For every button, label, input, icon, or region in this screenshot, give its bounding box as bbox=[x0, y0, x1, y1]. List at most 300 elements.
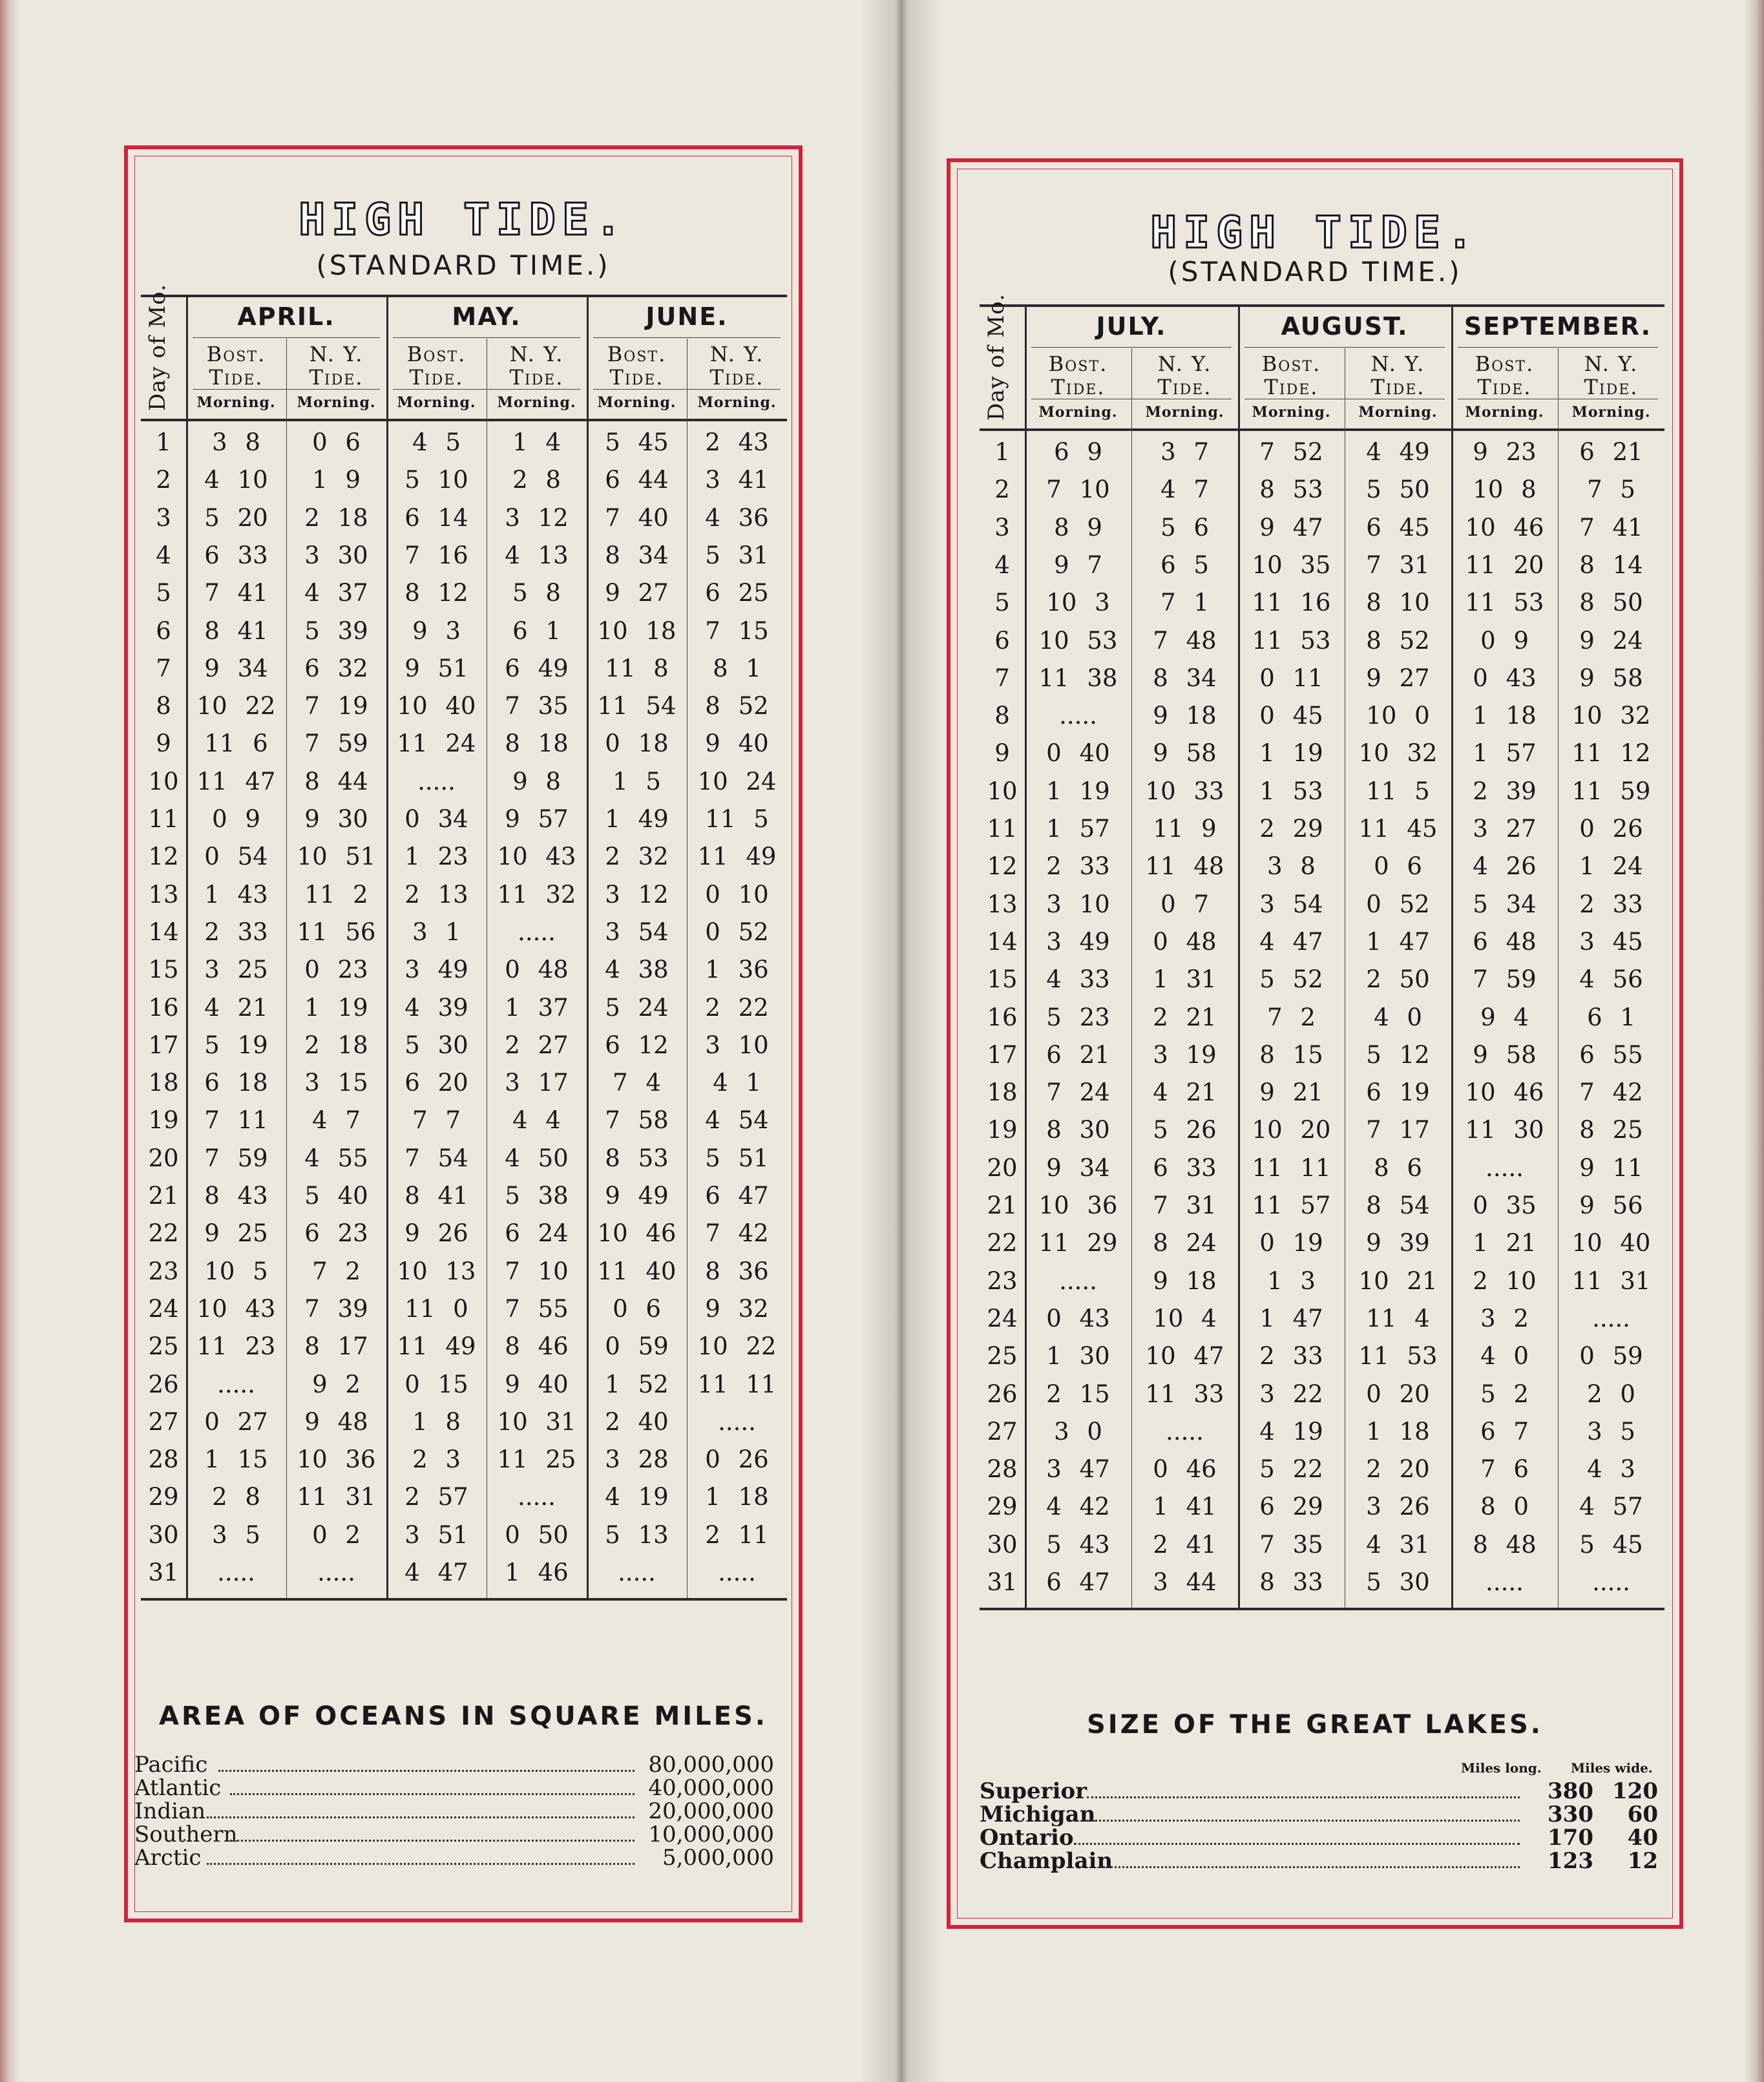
ocean-name: Indian bbox=[134, 1800, 206, 1823]
bost-tide-cell: 4 10 bbox=[204, 466, 268, 494]
bost-tide-cell: 4 47 bbox=[404, 1559, 468, 1586]
lake-length-value: 330 bbox=[1548, 1803, 1593, 1826]
bost-tide-cell: 3 8 bbox=[1267, 852, 1316, 881]
ny-tide-cell: 3 15 bbox=[304, 1069, 368, 1097]
bost-tide-cell: 1 19 bbox=[1046, 777, 1110, 805]
bost-tide-cell: 8 9 bbox=[1054, 513, 1102, 542]
bost-tide-cell: ..... bbox=[1486, 1568, 1524, 1596]
bost-tide-cell: 7 58 bbox=[605, 1106, 669, 1135]
bost-tide-cell: 8 15 bbox=[1259, 1040, 1323, 1069]
left_page-ny-tide-head: N. Y. Tide. bbox=[709, 342, 764, 390]
ny-tide-cell: 10 24 bbox=[697, 767, 777, 795]
ny-tide-cell: 4 13 bbox=[505, 541, 569, 569]
ny-tide-cell: 2 11 bbox=[705, 1520, 769, 1549]
table-row bbox=[980, 886, 1664, 923]
ny-tide-cell: 4 7 bbox=[1160, 476, 1209, 504]
bost-tide-cell: 3 0 bbox=[1054, 1417, 1102, 1446]
bost-tide-cell: 10 40 bbox=[397, 692, 476, 720]
table-row bbox=[980, 1564, 1664, 1601]
left_page-morning-label: Morning. bbox=[697, 394, 777, 411]
bost-tide-cell: 11 54 bbox=[597, 692, 677, 720]
bost-tide-cell: ..... bbox=[618, 1559, 656, 1586]
ny-tide-cell: 10 36 bbox=[297, 1446, 376, 1474]
ny-tide-cell: 3 26 bbox=[1366, 1493, 1430, 1521]
bost-tide-cell: 8 34 bbox=[605, 541, 669, 569]
bost-tide-cell: 5 45 bbox=[605, 428, 669, 456]
ny-tide-cell: ..... bbox=[718, 1559, 756, 1586]
table-row bbox=[141, 1253, 787, 1290]
table-row bbox=[141, 1102, 787, 1139]
ny-tide-cell: 9 18 bbox=[1153, 702, 1217, 730]
day-number: 2 bbox=[994, 476, 1010, 504]
day-number: 6 bbox=[994, 626, 1010, 655]
table-row bbox=[141, 613, 787, 650]
bost-tide-cell: 5 20 bbox=[204, 503, 268, 532]
table-row bbox=[141, 1328, 787, 1365]
left_page-bost-tide-head: Bost. Tide. bbox=[406, 342, 467, 390]
ny-tide-cell: 3 19 bbox=[1153, 1040, 1217, 1069]
lakes-list bbox=[980, 1780, 1664, 1873]
bost-tide-cell: 7 52 bbox=[1259, 438, 1323, 466]
table-row bbox=[980, 1150, 1664, 1187]
bost-tide-cell: 1 53 bbox=[1259, 777, 1323, 805]
ny-tide-cell: 0 10 bbox=[705, 880, 769, 909]
ny-tide-cell: 11 33 bbox=[1145, 1380, 1224, 1408]
table-row bbox=[980, 1036, 1664, 1074]
ny-tide-cell: 8 36 bbox=[705, 1257, 769, 1285]
day-number: 4 bbox=[994, 551, 1010, 579]
ny-tide-cell: 9 58 bbox=[1579, 664, 1643, 692]
bost-tide-cell: 11 11 bbox=[1252, 1153, 1331, 1182]
bost-tide-cell: 2 3 bbox=[412, 1446, 461, 1474]
ny-tide-cell: 10 40 bbox=[1571, 1229, 1651, 1257]
ny-tide-cell: 0 48 bbox=[505, 956, 569, 984]
lake-width-value: 12 bbox=[1627, 1849, 1658, 1873]
bost-tide-cell: 4 0 bbox=[1480, 1342, 1529, 1371]
bost-tide-cell: ..... bbox=[417, 767, 456, 795]
ny-tide-cell: 7 39 bbox=[304, 1294, 368, 1323]
bost-tide-cell: 5 30 bbox=[404, 1031, 468, 1059]
ny-tide-cell: 7 35 bbox=[505, 692, 569, 720]
bost-tide-cell: 1 3 bbox=[1267, 1267, 1316, 1295]
left_page-month-header: MAY. bbox=[452, 302, 521, 331]
ny-tide-cell: 7 48 bbox=[1153, 626, 1217, 655]
ny-tide-cell: 5 40 bbox=[304, 1182, 368, 1210]
bost-tide-cell: 6 29 bbox=[1259, 1493, 1323, 1521]
ny-tide-cell: 6 55 bbox=[1579, 1040, 1643, 1069]
ny-tide-cell: 6 47 bbox=[705, 1182, 769, 1210]
day-number: 18 bbox=[987, 1078, 1018, 1107]
bost-tide-cell: 9 47 bbox=[1259, 513, 1323, 542]
ny-tide-cell: 7 31 bbox=[1153, 1192, 1217, 1219]
left_page-ny-tide-head: N. Y. Tide. bbox=[509, 342, 564, 390]
day-number: 15 bbox=[148, 956, 179, 984]
left_page-morning-label: Morning. bbox=[196, 394, 276, 411]
table-row bbox=[980, 999, 1664, 1036]
ny-tide-cell: ..... bbox=[1592, 1304, 1630, 1332]
ny-tide-cell: 3 7 bbox=[1160, 438, 1209, 466]
left_page-month-rule bbox=[393, 337, 580, 338]
bost-tide-cell: 6 7 bbox=[1480, 1417, 1529, 1446]
ny-tide-cell: 6 49 bbox=[505, 654, 569, 682]
table-row bbox=[141, 1404, 787, 1441]
bost-tide-cell: 10 3 bbox=[1046, 589, 1110, 617]
bost-tide-cell: 4 26 bbox=[1473, 852, 1537, 881]
bost-tide-cell: 6 9 bbox=[1054, 438, 1102, 466]
bost-tide-cell: 4 21 bbox=[204, 993, 268, 1022]
ocean-area-value: 20,000,000 bbox=[648, 1800, 774, 1823]
ny-tide-cell: 8 10 bbox=[1366, 589, 1430, 617]
ny-tide-cell: 9 24 bbox=[1579, 626, 1643, 655]
ny-tide-cell: 5 6 bbox=[1160, 513, 1209, 542]
bost-tide-cell: ..... bbox=[1059, 1267, 1097, 1295]
ny-tide-cell: 8 52 bbox=[705, 692, 769, 720]
bost-tide-cell: 10 22 bbox=[196, 692, 276, 720]
ny-tide-cell: 4 3 bbox=[1587, 1455, 1635, 1484]
ny-tide-cell: 7 41 bbox=[1579, 513, 1643, 542]
day-number: 20 bbox=[987, 1153, 1018, 1182]
bost-tide-cell: 3 47 bbox=[1046, 1455, 1110, 1484]
bost-tide-cell: 7 24 bbox=[1046, 1078, 1110, 1107]
table-row bbox=[141, 1064, 787, 1102]
lake-width-value: 60 bbox=[1627, 1803, 1658, 1826]
table-row bbox=[141, 688, 787, 725]
bost-tide-cell: 11 30 bbox=[1465, 1116, 1544, 1144]
ny-tide-cell: 9 8 bbox=[512, 767, 561, 795]
right_page-morning-label: Morning. bbox=[1358, 404, 1438, 421]
bost-tide-cell: 7 11 bbox=[204, 1106, 268, 1135]
ocean-item bbox=[134, 1846, 787, 1869]
ny-tide-cell: 10 32 bbox=[1358, 739, 1438, 768]
day-number: 16 bbox=[148, 993, 179, 1022]
day-number: 21 bbox=[987, 1192, 1018, 1219]
day-number: 6 bbox=[156, 616, 171, 645]
lake-length-value: 170 bbox=[1548, 1826, 1593, 1849]
ny-tide-cell: 0 46 bbox=[1153, 1455, 1217, 1484]
ny-tide-cell: 11 11 bbox=[697, 1370, 777, 1398]
bost-tide-cell: 1 15 bbox=[204, 1446, 268, 1474]
bost-tide-cell: 3 49 bbox=[404, 956, 468, 984]
day-number: 7 bbox=[994, 664, 1010, 692]
bost-tide-cell: 5 52 bbox=[1259, 965, 1323, 994]
ny-tide-cell: 0 26 bbox=[1579, 815, 1643, 843]
bost-tide-cell: 3 27 bbox=[1473, 815, 1537, 843]
ny-tide-cell: 5 38 bbox=[505, 1182, 569, 1210]
day-number: 26 bbox=[987, 1380, 1018, 1408]
table-row bbox=[980, 1488, 1664, 1526]
right_page-morning-label: Morning. bbox=[1038, 404, 1118, 421]
ny-tide-cell: 3 44 bbox=[1153, 1568, 1217, 1596]
bost-tide-cell: 11 16 bbox=[1252, 589, 1331, 617]
ny-tide-cell: 7 42 bbox=[705, 1219, 769, 1248]
ny-tide-cell: 11 31 bbox=[297, 1483, 376, 1511]
day-number: 1 bbox=[994, 438, 1010, 466]
day-number: 28 bbox=[148, 1446, 179, 1474]
bost-tide-cell: 7 54 bbox=[404, 1144, 468, 1172]
bost-tide-cell: 0 6 bbox=[613, 1294, 661, 1323]
day-number: 24 bbox=[987, 1304, 1018, 1332]
ny-tide-cell: 6 21 bbox=[1579, 438, 1643, 466]
bost-tide-cell: 9 23 bbox=[1473, 438, 1537, 466]
leader-dots bbox=[1087, 1803, 1520, 1822]
left_page-month-header: APRIL. bbox=[237, 302, 335, 331]
table-row bbox=[980, 1263, 1664, 1300]
ny-tide-cell: 1 4 bbox=[512, 428, 561, 456]
left_page-month-rule bbox=[193, 337, 380, 338]
ny-tide-cell: 5 45 bbox=[1579, 1530, 1643, 1559]
left_page-morning-label: Morning. bbox=[497, 394, 576, 411]
table-row bbox=[980, 1225, 1664, 1262]
table-row bbox=[980, 697, 1664, 735]
bost-tide-cell: ..... bbox=[217, 1370, 255, 1398]
lake-name: Superior bbox=[980, 1780, 1087, 1803]
day-number: 9 bbox=[156, 730, 171, 758]
table-row bbox=[980, 1300, 1664, 1338]
ny-tide-cell: 2 18 bbox=[304, 1031, 368, 1059]
ny-tide-cell: 10 32 bbox=[1571, 702, 1651, 730]
ny-tide-cell: 7 55 bbox=[505, 1294, 569, 1323]
table-row bbox=[980, 923, 1664, 961]
ny-tide-cell: 8 17 bbox=[304, 1332, 368, 1361]
bost-tide-cell: 0 19 bbox=[1259, 1229, 1323, 1257]
bost-tide-cell: 3 8 bbox=[212, 428, 260, 456]
bost-tide-cell: 3 28 bbox=[605, 1446, 669, 1474]
day-number: 22 bbox=[148, 1219, 179, 1248]
table-row bbox=[141, 1215, 787, 1252]
day-number: 12 bbox=[987, 852, 1018, 881]
ny-tide-cell: 9 32 bbox=[705, 1294, 769, 1323]
bost-tide-cell: 10 46 bbox=[1465, 1078, 1544, 1107]
ny-tide-cell: 7 2 bbox=[312, 1257, 361, 1285]
ny-tide-cell: 10 33 bbox=[1145, 777, 1224, 805]
ny-tide-cell: 1 37 bbox=[505, 993, 569, 1022]
ny-tide-cell: 11 5 bbox=[1366, 777, 1430, 805]
ny-tide-cell: ..... bbox=[1592, 1568, 1630, 1596]
ny-tide-cell: 0 59 bbox=[1579, 1342, 1643, 1371]
ny-tide-cell: 9 30 bbox=[304, 805, 368, 833]
bost-tide-cell: 8 12 bbox=[404, 579, 468, 607]
bost-tide-cell: 11 57 bbox=[1252, 1192, 1331, 1219]
day-number: 8 bbox=[994, 702, 1010, 730]
ny-tide-cell: 3 17 bbox=[505, 1069, 569, 1097]
ocean-name: Pacific bbox=[134, 1753, 208, 1776]
table-row bbox=[141, 499, 787, 537]
ny-tide-cell: 6 5 bbox=[1160, 551, 1209, 579]
table-row bbox=[980, 471, 1664, 509]
ny-tide-cell: 10 47 bbox=[1145, 1342, 1224, 1371]
ny-tide-cell: 4 56 bbox=[1579, 965, 1643, 994]
table-row bbox=[980, 810, 1664, 848]
ny-tide-cell: 4 54 bbox=[705, 1106, 769, 1135]
leader-dots bbox=[218, 1753, 635, 1772]
ny-tide-cell: 9 58 bbox=[1153, 739, 1217, 768]
day-number: 19 bbox=[148, 1106, 179, 1135]
lakes-head-wide: Miles wide. bbox=[1571, 1760, 1653, 1776]
right_page-month-header: AUGUST. bbox=[1281, 312, 1409, 341]
table-row bbox=[141, 574, 787, 612]
bost-tide-cell: 4 33 bbox=[1046, 965, 1110, 994]
bost-tide-cell: 9 25 bbox=[204, 1219, 268, 1248]
ny-tide-cell: 8 34 bbox=[1153, 664, 1217, 692]
ny-tide-cell: 9 40 bbox=[505, 1370, 569, 1398]
ny-tide-cell: 2 50 bbox=[1366, 965, 1430, 994]
bost-tide-cell: 11 24 bbox=[397, 730, 476, 758]
bost-tide-cell: 9 3 bbox=[412, 616, 461, 645]
ny-tide-cell: 8 18 bbox=[505, 730, 569, 758]
ny-tide-cell: 11 9 bbox=[1153, 815, 1217, 843]
oceans-list bbox=[134, 1753, 787, 1869]
table-row bbox=[980, 434, 1664, 471]
ny-tide-cell: 7 19 bbox=[304, 692, 368, 720]
right-footer-title: SIZE OF THE GREAT LAKES. bbox=[1087, 1710, 1543, 1740]
bost-tide-cell: 8 0 bbox=[1480, 1493, 1529, 1521]
left_page-morning-label: Morning. bbox=[297, 394, 376, 411]
ny-tide-cell: 4 37 bbox=[304, 579, 368, 607]
bost-tide-cell: 2 15 bbox=[1046, 1380, 1110, 1408]
ny-tide-cell: 6 25 bbox=[705, 579, 769, 607]
day-number: 17 bbox=[148, 1031, 179, 1059]
left_page-morning-label: Morning. bbox=[397, 394, 476, 411]
lake-length-value: 123 bbox=[1548, 1849, 1593, 1873]
leader-dots bbox=[1074, 1826, 1520, 1845]
right_page-morning-label: Morning. bbox=[1145, 404, 1224, 421]
day-number: 19 bbox=[987, 1116, 1018, 1144]
ny-tide-cell: 11 56 bbox=[297, 918, 376, 946]
bost-tide-cell: 4 42 bbox=[1046, 1493, 1110, 1521]
bost-tide-cell: 7 59 bbox=[1473, 965, 1537, 994]
bost-tide-cell: 2 32 bbox=[605, 843, 669, 871]
day-number: 14 bbox=[987, 927, 1018, 956]
ny-tide-cell: 8 46 bbox=[505, 1332, 569, 1361]
bost-tide-cell: 0 59 bbox=[605, 1332, 669, 1361]
bost-tide-cell: 0 40 bbox=[1046, 739, 1110, 768]
ny-tide-cell: 0 6 bbox=[1374, 852, 1422, 881]
ny-tide-cell: 10 0 bbox=[1366, 702, 1430, 730]
left-footer-title: AREA OF OCEANS IN SQUARE MILES. bbox=[159, 1701, 768, 1731]
bost-tide-cell: 1 21 bbox=[1473, 1229, 1537, 1257]
left_page-morning-label: Morning. bbox=[597, 394, 677, 411]
bost-tide-cell: 10 46 bbox=[597, 1219, 677, 1248]
bost-tide-cell: 5 10 bbox=[404, 466, 468, 494]
bost-tide-cell: 11 23 bbox=[196, 1332, 276, 1361]
ny-tide-cell: 11 59 bbox=[1571, 777, 1651, 805]
ocean-name: Atlantic bbox=[134, 1776, 222, 1800]
bost-tide-cell: 9 4 bbox=[1480, 1003, 1529, 1031]
lake-item bbox=[980, 1803, 1664, 1826]
bost-tide-cell: 11 40 bbox=[597, 1257, 677, 1285]
bost-tide-cell: 2 39 bbox=[1473, 777, 1537, 805]
ny-tide-cell: 9 48 bbox=[304, 1407, 368, 1436]
ny-tide-cell: 11 53 bbox=[1358, 1342, 1438, 1371]
bost-tide-cell: 0 18 bbox=[605, 730, 669, 758]
ny-tide-cell: 2 20 bbox=[1366, 1455, 1430, 1484]
table-row bbox=[141, 1441, 787, 1478]
ny-tide-cell: 4 57 bbox=[1579, 1493, 1643, 1521]
ny-tide-cell: 8 6 bbox=[1374, 1153, 1422, 1182]
bost-tide-cell: 7 40 bbox=[605, 503, 669, 532]
day-number: 16 bbox=[987, 1003, 1018, 1031]
ocean-area-value: 10,000,000 bbox=[648, 1823, 774, 1846]
bost-tide-cell: 4 19 bbox=[1259, 1417, 1323, 1446]
lake-item bbox=[980, 1780, 1664, 1803]
bost-tide-cell: 9 34 bbox=[1046, 1153, 1110, 1182]
ocean-name: Arctic bbox=[134, 1846, 202, 1869]
ny-tide-cell: 0 52 bbox=[705, 918, 769, 946]
ny-tide-cell: 7 31 bbox=[1366, 551, 1430, 579]
table-row bbox=[141, 914, 787, 951]
bost-tide-cell: 4 5 bbox=[412, 428, 461, 456]
lake-width-value: 120 bbox=[1612, 1780, 1658, 1803]
table-row bbox=[141, 461, 787, 499]
ny-tide-cell: 9 2 bbox=[312, 1370, 361, 1398]
ny-tide-cell: 1 47 bbox=[1366, 927, 1430, 956]
bost-tide-cell: 7 59 bbox=[204, 1144, 268, 1172]
bost-tide-cell: 3 54 bbox=[605, 918, 669, 946]
ny-tide-cell: 7 5 bbox=[1587, 476, 1635, 504]
day-number: 7 bbox=[156, 654, 171, 682]
right_page-bost-tide-head: Bost. Tide. bbox=[1261, 352, 1321, 399]
ny-tide-cell: 5 30 bbox=[1366, 1568, 1430, 1596]
ny-tide-cell: 1 19 bbox=[304, 993, 368, 1022]
bost-tide-cell: 4 38 bbox=[605, 956, 669, 984]
bost-tide-cell: 6 33 bbox=[204, 541, 268, 569]
ny-tide-cell: 9 56 bbox=[1579, 1192, 1643, 1219]
ny-tide-cell: 10 4 bbox=[1153, 1304, 1217, 1332]
day-number: 23 bbox=[987, 1267, 1018, 1295]
right_page-morning-label: Morning. bbox=[1571, 404, 1651, 421]
table-row bbox=[141, 876, 787, 914]
ny-tide-cell: 10 21 bbox=[1358, 1267, 1438, 1295]
table-row bbox=[980, 961, 1664, 998]
table-row bbox=[141, 725, 787, 762]
bost-tide-cell: 6 48 bbox=[1473, 927, 1537, 956]
ny-tide-cell: 2 0 bbox=[1587, 1380, 1635, 1408]
bost-tide-cell: 0 27 bbox=[204, 1407, 268, 1436]
ny-tide-cell: 9 57 bbox=[505, 805, 569, 833]
right-tide-table bbox=[980, 293, 1664, 1674]
ny-tide-cell: 1 46 bbox=[505, 1559, 569, 1586]
day-number: 4 bbox=[156, 541, 171, 569]
ocean-name: Southern bbox=[134, 1823, 238, 1846]
bost-tide-cell: 6 18 bbox=[204, 1069, 268, 1097]
table-row bbox=[980, 1187, 1664, 1225]
right_page-top-rule bbox=[980, 304, 1664, 307]
ny-tide-cell: 0 26 bbox=[705, 1446, 769, 1474]
table-row bbox=[980, 1451, 1664, 1488]
ny-tide-cell: 2 41 bbox=[1153, 1530, 1217, 1559]
ny-tide-cell: 4 31 bbox=[1366, 1530, 1430, 1559]
ny-tide-cell: 5 26 bbox=[1153, 1116, 1217, 1144]
bost-tide-cell: 4 47 bbox=[1259, 927, 1323, 956]
ocean-area-value: 80,000,000 bbox=[648, 1753, 774, 1776]
day-number: 25 bbox=[148, 1332, 179, 1361]
left_page-bost-tide-head: Bost. Tide. bbox=[607, 342, 667, 390]
leader-dots bbox=[230, 1823, 635, 1842]
bost-tide-cell: 5 43 bbox=[1046, 1530, 1110, 1559]
bost-tide-cell: 9 51 bbox=[404, 654, 468, 682]
ny-tide-cell: 4 7 bbox=[312, 1106, 361, 1135]
ny-tide-cell: 0 2 bbox=[312, 1520, 361, 1549]
bost-tide-cell: 11 49 bbox=[397, 1332, 476, 1361]
leader-dots bbox=[207, 1800, 635, 1818]
day-number: 11 bbox=[148, 805, 179, 833]
left_page-top-rule bbox=[141, 295, 787, 297]
day-number: 22 bbox=[987, 1229, 1018, 1257]
bost-tide-cell: 5 2 bbox=[1480, 1380, 1529, 1408]
right_page-morning-label: Morning. bbox=[1465, 404, 1544, 421]
right_page-month-header: JULY. bbox=[1096, 312, 1167, 341]
ny-tide-cell: 3 41 bbox=[705, 466, 769, 494]
